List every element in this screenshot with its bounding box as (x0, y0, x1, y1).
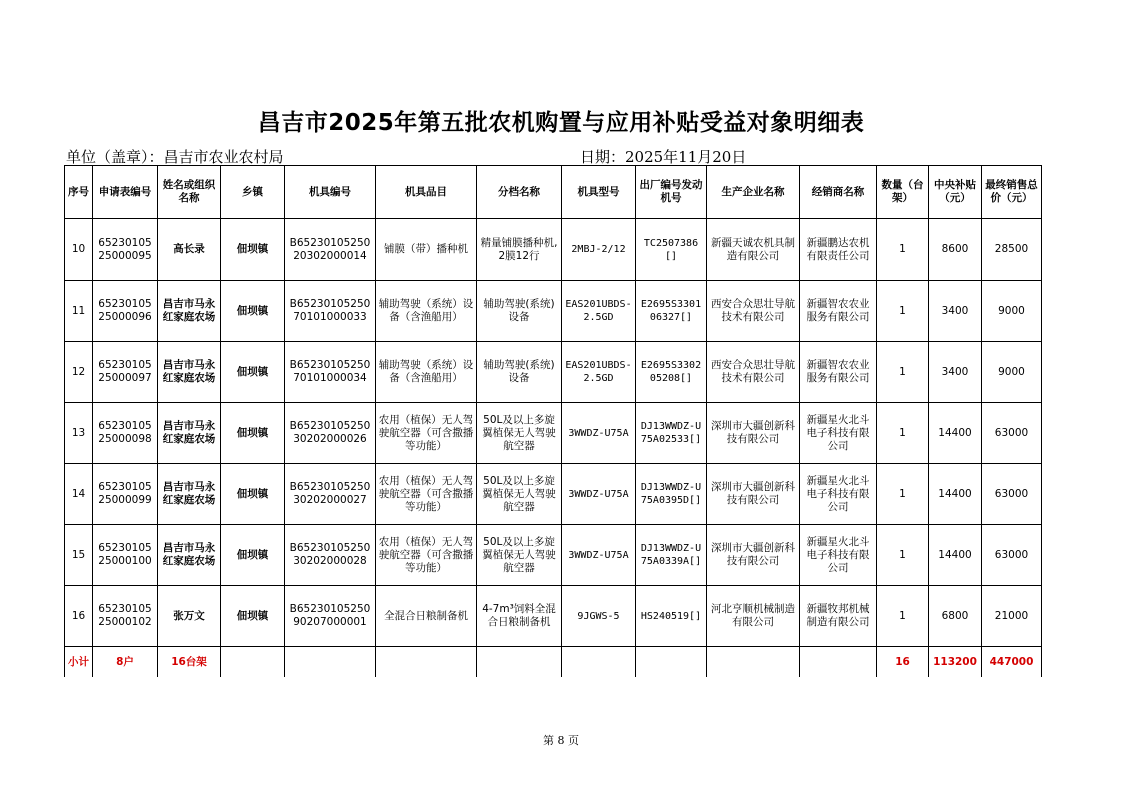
cell-machine-no: B6523010525030202000028 (285, 525, 376, 586)
header-subsidy: 中央补贴（元） (929, 166, 982, 219)
cell-model: 9JGWS-5 (562, 586, 636, 647)
cell-dealer: 新疆星火北斗电子科技有限公司 (800, 525, 877, 586)
cell-app-no: 6523010525000100 (93, 525, 158, 586)
cell-category: 辅助驾驶（系统）设备（含渔船用） (376, 342, 477, 403)
header-serial: 出厂编号发动机号 (636, 166, 707, 219)
cell-qty: 1 (877, 464, 929, 525)
header-price: 最终销售总价（元） (982, 166, 1042, 219)
cell-serial: DJ13WWDZ-U75A0339A[] (636, 525, 707, 586)
table-row (65, 342, 1042, 403)
cell-subsidy: 6800 (929, 586, 982, 647)
cell-town: 佃坝镇 (221, 525, 285, 586)
header-dealer: 经销商名称 (800, 166, 877, 219)
cell-maker: 深圳市大疆创新科技有限公司 (707, 525, 800, 586)
cell-name: 昌吉市马永红家庭农场 (158, 342, 221, 403)
header-row (65, 166, 1042, 219)
cell-grade: 50L及以上多旋翼植保无人驾驶航空器 (477, 525, 562, 586)
subsidy-table (64, 165, 1042, 677)
subtotal-empty-cell (221, 647, 285, 678)
header-name: 姓名或组织名称 (158, 166, 221, 219)
cell-serial: TC2507386[] (636, 219, 707, 281)
subtotal-qty: 16 (877, 647, 929, 678)
subtotal-households: 8户 (93, 647, 158, 678)
table-row (65, 525, 1042, 586)
cell-machine-no: B6523010525030202000026 (285, 403, 376, 464)
cell-app-no: 6523010525000097 (93, 342, 158, 403)
cell-name: 昌吉市马永红家庭农场 (158, 464, 221, 525)
cell-dealer: 新疆星火北斗电子科技有限公司 (800, 403, 877, 464)
subtotal-row (65, 647, 1042, 678)
cell-category: 农用（植保）无人驾驶航空器（可含撒播等功能） (376, 464, 477, 525)
cell-maker: 深圳市大疆创新科技有限公司 (707, 464, 800, 525)
page-title: 昌吉市2025年第五批农机购置与应用补贴受益对象明细表 (257, 110, 865, 136)
cell-subsidy: 14400 (929, 525, 982, 586)
cell-qty: 1 (877, 586, 929, 647)
cell-name: 昌吉市马永红家庭农场 (158, 403, 221, 464)
header-grade: 分档名称 (477, 166, 562, 219)
cell-seq: 14 (65, 464, 93, 525)
cell-serial: E2695S330205208[] (636, 342, 707, 403)
cell-category: 铺膜（带）播种机 (376, 219, 477, 281)
header-app-no: 申请表编号 (93, 166, 158, 219)
cell-dealer: 新疆智农农业服务有限公司 (800, 281, 877, 342)
cell-price: 63000 (982, 403, 1042, 464)
date-label: 日期：2025年11月20日 (580, 148, 747, 166)
unit-label: 单位（盖章）：昌吉市农业农村局 (66, 148, 284, 166)
cell-town: 佃坝镇 (221, 219, 285, 281)
cell-model: 2MBJ-2/12 (562, 219, 636, 281)
cell-category: 全混合日粮制备机 (376, 586, 477, 647)
cell-price: 21000 (982, 586, 1042, 647)
cell-dealer: 新疆星火北斗电子科技有限公司 (800, 464, 877, 525)
cell-town: 佃坝镇 (221, 281, 285, 342)
cell-machine-no: B6523010525070101000034 (285, 342, 376, 403)
cell-qty: 1 (877, 219, 929, 281)
cell-machine-no: B6523010525090207000001 (285, 586, 376, 647)
cell-price: 63000 (982, 525, 1042, 586)
cell-app-no: 6523010525000099 (93, 464, 158, 525)
cell-model: EAS201UBDS-2.5GD (562, 281, 636, 342)
cell-seq: 10 (65, 219, 93, 281)
subtotal-price: 447000 (982, 647, 1042, 678)
header-category: 机具品目 (376, 166, 477, 219)
cell-serial: DJ13WWDZ-U75A0395D[] (636, 464, 707, 525)
cell-maker: 深圳市大疆创新科技有限公司 (707, 403, 800, 464)
header-model: 机具型号 (562, 166, 636, 219)
cell-price: 28500 (982, 219, 1042, 281)
cell-seq: 13 (65, 403, 93, 464)
cell-machine-no: B6523010525030202000027 (285, 464, 376, 525)
cell-price: 9000 (982, 281, 1042, 342)
cell-dealer: 新疆智农农业服务有限公司 (800, 342, 877, 403)
cell-maker: 西安合众思壮导航技术有限公司 (707, 342, 800, 403)
subtotal-empty-cell (562, 647, 636, 678)
cell-machine-no: B6523010525020302000014 (285, 219, 376, 281)
cell-app-no: 6523010525000096 (93, 281, 158, 342)
cell-subsidy: 8600 (929, 219, 982, 281)
cell-subsidy: 14400 (929, 403, 982, 464)
page-number: 第 8 页 (543, 734, 579, 747)
cell-model: EAS201UBDS-2.5GD (562, 342, 636, 403)
header-town: 乡镇 (221, 166, 285, 219)
cell-name: 高长录 (158, 219, 221, 281)
table-row (65, 281, 1042, 342)
cell-price: 63000 (982, 464, 1042, 525)
header-qty: 数量（台架） (877, 166, 929, 219)
cell-grade: 辅助驾驶(系统)设备 (477, 342, 562, 403)
cell-subsidy: 14400 (929, 464, 982, 525)
cell-maker: 河北亨顺机械制造有限公司 (707, 586, 800, 647)
cell-name: 昌吉市马永红家庭农场 (158, 525, 221, 586)
subtotal-empty-cell (376, 647, 477, 678)
cell-model: 3WWDZ-U75A (562, 464, 636, 525)
subtotal-label: 小计 (65, 647, 93, 678)
cell-dealer: 新疆鹏达农机有限责任公司 (800, 219, 877, 281)
cell-maker: 西安合众思壮导航技术有限公司 (707, 281, 800, 342)
cell-name: 张万文 (158, 586, 221, 647)
cell-model: 3WWDZ-U75A (562, 403, 636, 464)
cell-app-no: 6523010525000098 (93, 403, 158, 464)
cell-qty: 1 (877, 281, 929, 342)
table-row (65, 219, 1042, 281)
cell-town: 佃坝镇 (221, 342, 285, 403)
cell-maker: 新疆天诚农机具制造有限公司 (707, 219, 800, 281)
cell-qty: 1 (877, 525, 929, 586)
cell-dealer: 新疆牧邦机械制造有限公司 (800, 586, 877, 647)
cell-seq: 15 (65, 525, 93, 586)
table-row (65, 464, 1042, 525)
cell-grade: 精量铺膜播种机,2膜12行 (477, 219, 562, 281)
table-row (65, 403, 1042, 464)
cell-grade: 50L及以上多旋翼植保无人驾驶航空器 (477, 464, 562, 525)
cell-category: 农用（植保）无人驾驶航空器（可含撒播等功能） (376, 525, 477, 586)
subtotal-units: 16台架 (158, 647, 221, 678)
cell-subsidy: 3400 (929, 281, 982, 342)
cell-qty: 1 (877, 342, 929, 403)
subtotal-empty-cell (477, 647, 562, 678)
header-machine-no: 机具编号 (285, 166, 376, 219)
cell-app-no: 6523010525000095 (93, 219, 158, 281)
cell-grade: 4-7m³饲料全混合日粮制备机 (477, 586, 562, 647)
cell-name: 昌吉市马永红家庭农场 (158, 281, 221, 342)
cell-serial: DJ13WWDZ-U75A02533[] (636, 403, 707, 464)
cell-grade: 辅助驾驶(系统)设备 (477, 281, 562, 342)
cell-model: 3WWDZ-U75A (562, 525, 636, 586)
cell-price: 9000 (982, 342, 1042, 403)
cell-seq: 12 (65, 342, 93, 403)
subtotal-empty-cell (636, 647, 707, 678)
cell-town: 佃坝镇 (221, 586, 285, 647)
subtotal-empty-cell (800, 647, 877, 678)
cell-category: 农用（植保）无人驾驶航空器（可含撒播等功能） (376, 403, 477, 464)
cell-app-no: 6523010525000102 (93, 586, 158, 647)
subtotal-empty-cell (707, 647, 800, 678)
subtotal-empty-cell (285, 647, 376, 678)
cell-seq: 11 (65, 281, 93, 342)
cell-town: 佃坝镇 (221, 403, 285, 464)
header-maker: 生产企业名称 (707, 166, 800, 219)
cell-grade: 50L及以上多旋翼植保无人驾驶航空器 (477, 403, 562, 464)
cell-serial: E2695S330106327[] (636, 281, 707, 342)
cell-subsidy: 3400 (929, 342, 982, 403)
cell-qty: 1 (877, 403, 929, 464)
cell-machine-no: B6523010525070101000033 (285, 281, 376, 342)
cell-seq: 16 (65, 586, 93, 647)
cell-category: 辅助驾驶（系统）设备（含渔船用） (376, 281, 477, 342)
cell-town: 佃坝镇 (221, 464, 285, 525)
subtotal-subsidy: 113200 (929, 647, 982, 678)
header-seq: 序号 (65, 166, 93, 219)
table-row (65, 586, 1042, 647)
cell-serial: HS240519[] (636, 586, 707, 647)
